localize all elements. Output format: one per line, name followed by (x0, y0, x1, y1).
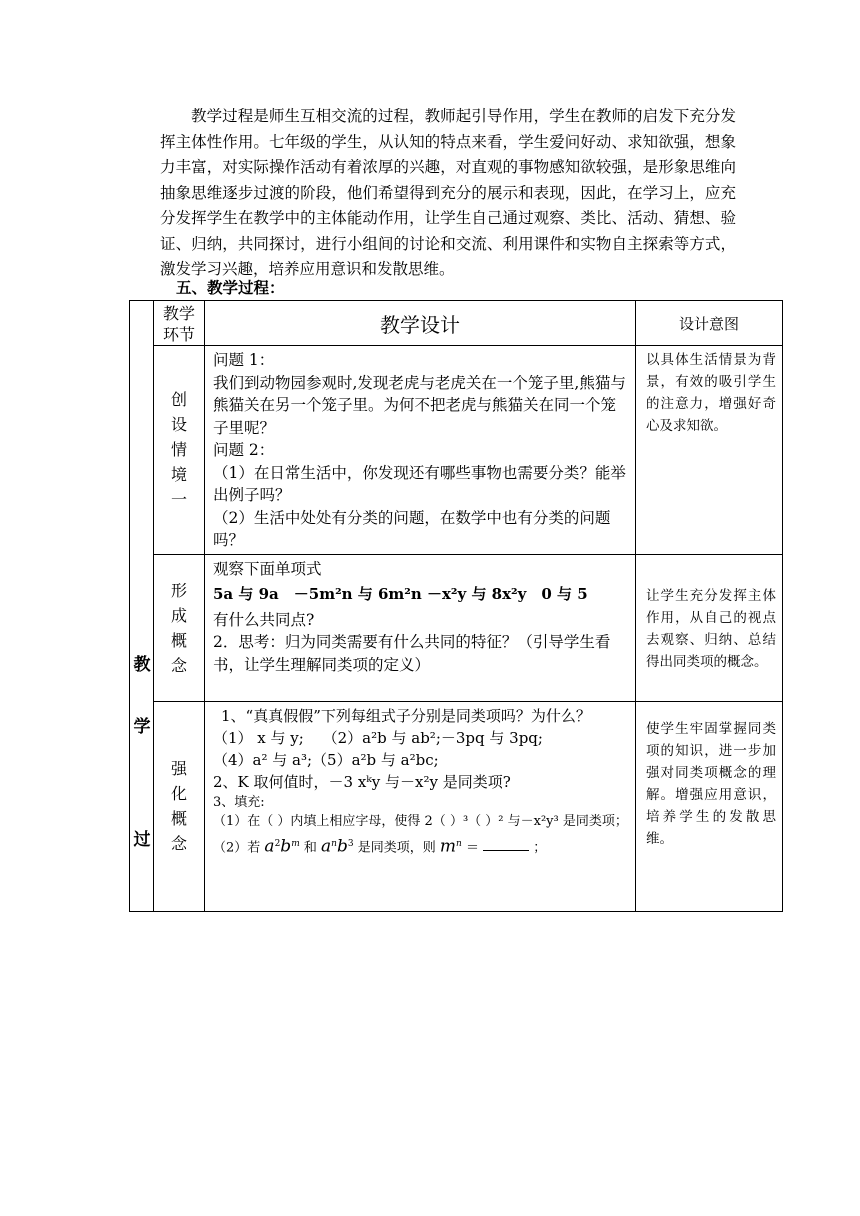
intent-cell-1 (636, 346, 783, 555)
intent-text-3: 使学生牢固掌握同类项的知识，进一步加强对同类项概念的理解。增强应用意识，培养学生的发散思维。 (646, 720, 776, 847)
stage-cell-2 (154, 554, 205, 701)
exercise-1-line-1 (213, 727, 629, 749)
problem-1-text: 我们到动物园参观时,发现老虎与老虎关在一个笼子里,熊猫与熊猫关在另一个笼子里。为何不把老虎与熊猫关在同一个笼子里呢？ (213, 373, 626, 437)
common-point-question: 有什么共同点? (213, 610, 315, 629)
design-cell-1 (205, 346, 636, 555)
answer-blank (483, 840, 529, 851)
stage-label-1: 创设情境一 (170, 390, 187, 510)
process-label-char-1: 教 (133, 654, 151, 675)
exercise-3-2: （2）若 $a^2b^m$ 和 $a^nb^3$ 是同类项，则 $m^n$ ＝ ； (213, 835, 547, 856)
exercise-2: 2、K 取何值时，－3 xᵏy 与－x²y 是同类项? (213, 772, 511, 791)
intent-text-1: 以具体生活情景为背景，有效的吸引学生的注意力，增强好奇心及求知欲。 (646, 352, 776, 434)
process-label-char-3: 过 (133, 829, 151, 850)
problem-1-title: 问题 1： (213, 351, 275, 369)
observe-intro: 观察下面单项式 (213, 559, 322, 578)
exercise-3-1: （1）在（ ）内填上相应字母，使得 2（ ）³（ ）² 与－x²y³ 是同类项； (213, 813, 628, 829)
header-intent: 设计意图 (636, 301, 783, 346)
problem-2-item-1: （1）在日常生活中，你发现还有哪些事物也需要分类？能举出例子吗？ (213, 463, 626, 504)
stage-label-3: 强化概念 (170, 759, 187, 853)
header-stage: 教学环节 (154, 301, 205, 346)
stage-cell-1 (154, 346, 205, 555)
section-title: 五、教学过程： (176, 278, 285, 297)
exercise-1-b: （2）a²b 与 ab²;－3pq 与 3pq; (322, 728, 543, 747)
teaching-process-table (129, 300, 783, 912)
design-cell-2 (205, 554, 636, 701)
design-cell-3 (205, 701, 636, 911)
stage-cell-3 (154, 701, 205, 911)
problem-2-title: 问题 2： (213, 441, 275, 459)
exercise-3: 3、填充: (213, 794, 265, 810)
problem-2-item-2: （2）生活中处处有分类的问题，在数学中也有分类的问题吗？ (213, 508, 611, 549)
exercise-1-a: （1） x 与 y; (213, 728, 304, 747)
exercise-1-c: （4）a² 与 a³;（5）a²b 与 a²bc; (213, 750, 439, 769)
intent-text-2: 让学生充分发挥主体作用，从自己的视点去观察、归纳、总结得出同类项的概念。 (646, 588, 776, 670)
stage-label-2: 形成概念 (170, 580, 187, 675)
exercise-1: 1、“真真假假”下列每组式子分别是同类项吗？为什么？ (221, 706, 591, 725)
process-label-cell (130, 301, 154, 912)
intro-paragraph: 教学过程是师生互相交流的过程，教师起引导作用，学生在教师的启发下充分发挥主体性作用。七年级的学生，从认知的特点来看，学生爱问好动、求知欲强，想象力丰富，对实际操作活动有着浓厚的兴趣，对直观的事物感知欲较强，是形象思维向抽象思维逐步过渡的阶段，他们希望得到充分的展示和表现，因此，在学习上，应充分发挥学生在教学中的主体能动作用，让学生自己通过观察、类比、活动、猜想、验证、归纳，共同探讨，进行小组间的讨论和交流、利用课件和实物自主探索等方式，激发学习兴趣，培养应用意识和发散思维。 (160, 107, 736, 278)
intent-cell-3 (636, 701, 783, 911)
header-design: 教学设计 (205, 301, 636, 346)
monomial-pairs: 5a 与 9a －5m²n 与 6m²n －x²y 与 8x²y 0 与 5 (213, 585, 588, 603)
think-question: 2．思考：归为同类需要有什么共同的特征？（引导学生看书，让学生理解同类项的定义） (213, 633, 611, 674)
process-label-char-2: 学 (133, 716, 151, 737)
intent-cell-2 (636, 554, 783, 701)
